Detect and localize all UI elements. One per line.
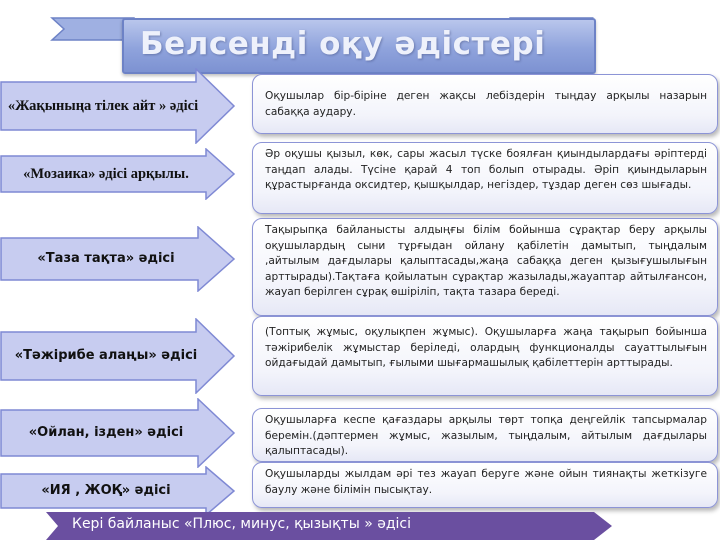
method-description-3: Тақырыпқа байланысты алдыңғы білім бойынша сұрақтар беру арқылы оқушылардың сыни тұрғыдан ойлану қабілетін дамытып, тыңдалым ,айтылым дағдылары қалыптасады,жаңа сабаққа деген қызығушылығын арттырады).Тақтаға қойылатын сұрақтар жазылады,жауаптар айтылғансон, жауап берілген сұрақ өшіріліп, тақта тазара береді. bbox=[252, 218, 718, 316]
method-label-2: «Мозаика» әдісі арқылы. bbox=[23, 165, 189, 182]
method-description-6: Оқушыларды жылдам әрі тез жауап беруге және ойын тиянақты жеткізуге баулу және білімін пысықтау. bbox=[252, 462, 718, 508]
method-label-5: «Ойлан, ізден» әдісі bbox=[28, 424, 184, 440]
method-arrow-6 bbox=[0, 466, 236, 516]
method-arrow-2 bbox=[0, 148, 236, 200]
title-banner bbox=[122, 18, 596, 74]
method-description-2: Әр оқушы қызыл, көк, сары жасыл түске боялған қиындылардағы әріптерді таңдап алады. Түсіне қарай 4 топ болып отырады. Әріп қиындыларын құрастырғанда оксидтер, қышқылдар, негіздер, тұздар деген сөз шығады. bbox=[252, 142, 718, 214]
page-title: Белсенді оқу әдістері bbox=[140, 26, 546, 62]
method-arrow-4 bbox=[0, 318, 236, 394]
method-label-1: «Жақыныңа тілек айт » әдісі bbox=[7, 97, 199, 114]
method-label-6: «ИЯ , ЖОҚ» әдісі bbox=[41, 482, 171, 498]
method-description-4: (Топтық жұмыс, оқулықпен жұмыс). Оқушыларға жаңа тақырып бойынша тәжірибелік жұмыстар беріледі, олардың функционалды сауаттылығын ойдағыдай дамытып, ғылыми шығармашылық қабілеттерін арттырады. bbox=[252, 316, 718, 396]
method-label-3: «Таза тақта» әдісі bbox=[37, 250, 175, 266]
method-arrow-5 bbox=[0, 398, 236, 468]
method-label-4: «Тәжірибе алаңы» әдісі bbox=[14, 347, 198, 363]
method-arrow-3 bbox=[0, 226, 236, 292]
method-arrow-1 bbox=[0, 68, 236, 144]
method-description-5: Оқушыларға кеспе қағаздары арқылы төрт топқа деңгейлік тапсырмалар беремін.(дәптермен жұмыс, жазылым, тыңдалым, айтылым дағдылары қалыптасады). bbox=[252, 408, 718, 462]
method-description-1: Оқушылар бір-біріне деген жақсы лебіздерін тыңдау арқылы назарын сабаққа аудару. bbox=[252, 74, 718, 134]
feedback-label: Кері байланыс «Плюс, минус, қызықты » әдісі bbox=[72, 516, 412, 532]
